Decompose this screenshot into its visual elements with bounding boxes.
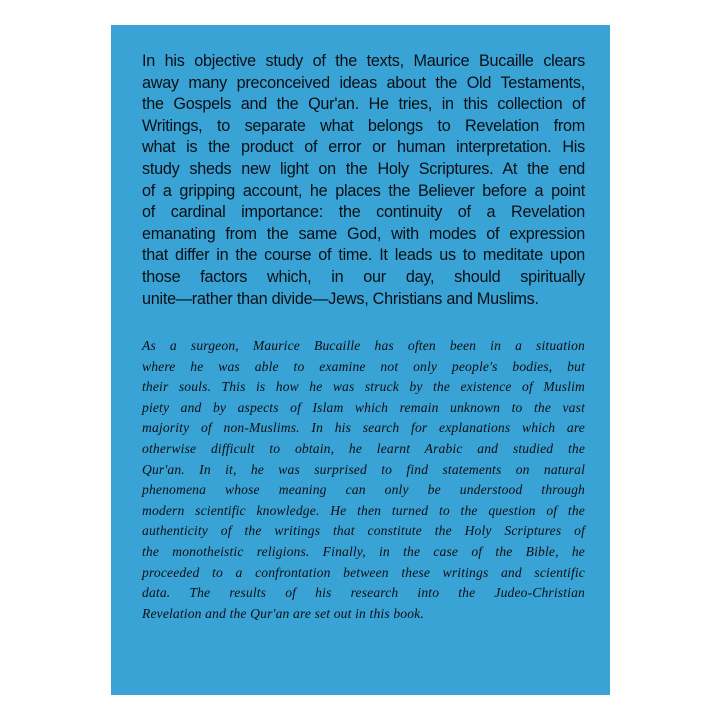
bio-line: Qur'an. In it, he was surprised to find statements on natural xyxy=(142,461,585,477)
summary-line: of a gripping account, he places the Believer before a point xyxy=(142,181,585,200)
bio-line: modern scientific knowledge. He then turned to the question of the xyxy=(142,502,585,518)
summary-line: of cardinal importance: the continuity of a Revelation xyxy=(142,203,585,222)
bio-line: proceeded to a confrontation between these writings and scientific xyxy=(142,564,585,580)
bio-line: otherwise difficult to obtain, he learnt Arabic and studied the xyxy=(142,440,585,456)
back-cover xyxy=(111,25,610,695)
bio-line: Revelation and the Qur'an are set out in this book. xyxy=(142,605,424,621)
summary-line: those factors which, in our day, should spiritually xyxy=(142,267,585,286)
bio-line: As a surgeon, Maurice Bucaille has often been in a situation xyxy=(142,338,585,353)
bio-line: authenticity of the writings that constitute the Holy Scriptures of xyxy=(142,523,585,539)
summary-line: away many preconceived ideas about the Old Testaments, xyxy=(142,73,585,92)
summary-line: unite—rather than divide—Jews, Christians and Muslims. xyxy=(142,289,539,308)
author-bio-paragraph xyxy=(142,336,585,624)
bio-line: data. The results of his research into the Judeo-Christian xyxy=(142,585,585,601)
bio-line: where he was able to examine not only people's bodies, but xyxy=(142,358,585,374)
summary-line: Writings, to separate what belongs to Revelation from xyxy=(142,116,585,135)
summary-line: the Gospels and the Qur'an. He tries, in this collection of xyxy=(142,95,585,114)
summary-line: emanating from the same God, with modes of expression xyxy=(142,224,585,243)
bio-line: majority of non-Muslims. In his search for explanations which are xyxy=(142,420,585,436)
summary-line: study sheds new light on the Holy Scriptures. At the end xyxy=(142,159,585,178)
summary-line: In his objective study of the texts, Maurice Bucaille clears xyxy=(142,52,585,70)
summary-line: what is the product of error or human interpretation. His xyxy=(142,138,585,157)
summary-line: that differ in the course of time. It leads us to meditate upon xyxy=(142,246,585,265)
summary-paragraph xyxy=(142,51,585,310)
bio-line: phenomena whose meaning can only be understood through xyxy=(142,482,585,498)
bio-line: their souls. This is how he was struck by the existence of Muslim xyxy=(142,379,585,395)
bio-line: the monotheistic religions. Finally, in the case of the Bible, he xyxy=(142,543,585,559)
bio-line: piety and by aspects of Islam which remain unknown to the vast xyxy=(142,399,585,415)
